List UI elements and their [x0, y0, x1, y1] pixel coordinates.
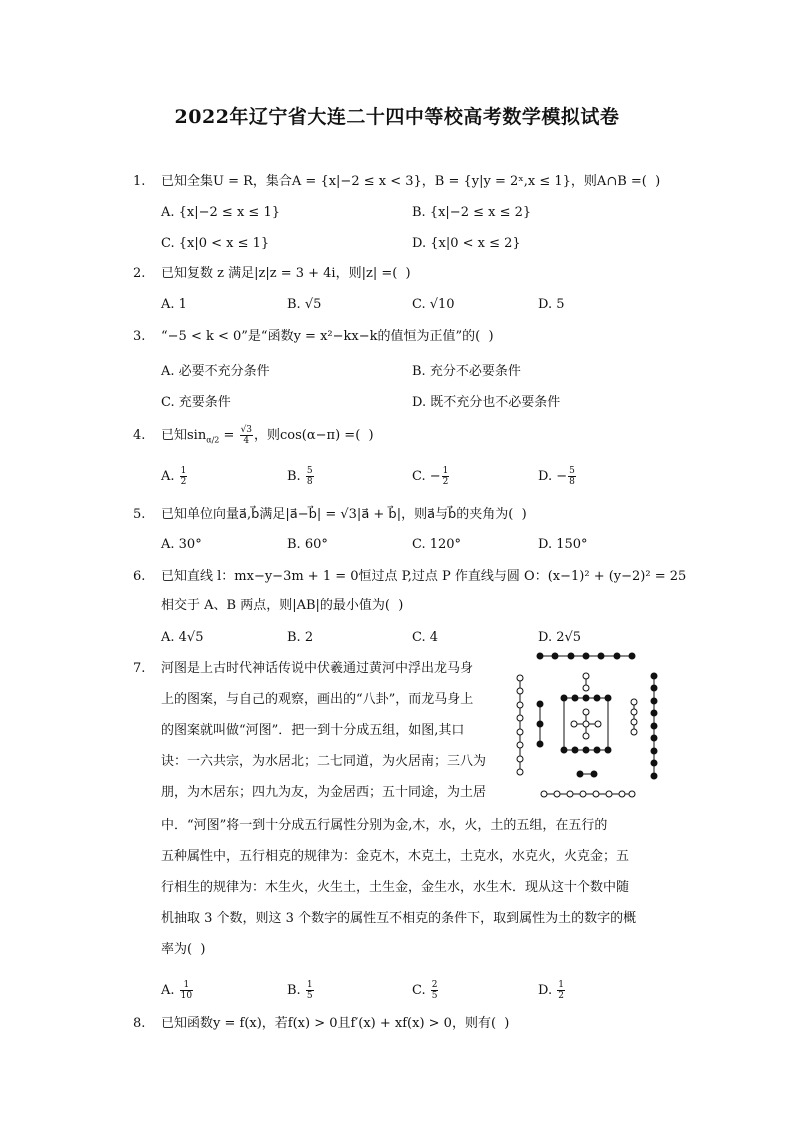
option-c: C. − $\frac{1}{2}$: [412, 466, 449, 487]
option-d: D. 既不充分也不必要条件: [412, 395, 561, 410]
question-number: 6.: [133, 569, 146, 584]
option-a: A. {x|−2 ≤ x ≤ 1}: [161, 205, 280, 220]
option-b: B. $\frac{5}{8}$: [287, 466, 313, 487]
question-number: 3.: [133, 329, 146, 344]
option-c: C. 4: [412, 630, 439, 645]
option-c: C. {x|0 < x ≤ 1}: [161, 236, 270, 251]
question-text: “−5 < k < 0”是“函数y = x²−kx−k的值恒为正值”的( ): [161, 329, 494, 344]
option-d: D. 150°: [538, 537, 588, 552]
question-number: 8.: [133, 1016, 146, 1031]
option-b: B. 60°: [287, 537, 328, 552]
page-title: 2022年辽宁省大连二十四中等校高考数学模拟试卷: [174, 106, 620, 128]
question-text-line: 朋，为木居东；四九为友，为金居西；五十同途，为土居: [161, 785, 487, 800]
question-text-line: 率为( ): [161, 942, 206, 957]
question-text-line: 机抽取 3 个数，则这 3 个数字的属性互不相克的条件下，取到属性为土的数字的概: [161, 911, 637, 926]
question-text-line: 诀：一六共宗，为水居北；二七同道，为火居南；三八为: [161, 754, 487, 769]
option-a: A. 1: [161, 297, 187, 312]
option-b: B. $\frac{1}{5}$: [287, 980, 313, 1001]
option-a: A. $\frac{1}{2}$: [161, 466, 187, 487]
option-c: C. √10: [412, 297, 455, 312]
option-b: B. 2: [287, 630, 314, 645]
option-d: D. − $\frac{5}{8}$: [538, 466, 575, 487]
option-b: B. 充分不必要条件: [412, 364, 521, 379]
option-d: D. 2√5: [538, 630, 582, 645]
option-b: B. {x|−2 ≤ x ≤ 2}: [412, 205, 532, 220]
option-c: C. 120°: [412, 537, 462, 552]
question-text: 已知$\sin_{\alpha/2}$ = $\frac{√3}{4}$ ，则cos(α−π) =( ): [161, 425, 374, 446]
question-text: 已知直线 l：mx−y−3m + 1 = 0恒过点 P,过点 P 作直线与圆 O：(x−1)² + (y−2)² = 25: [161, 569, 687, 584]
question-text-line: 相交于 A、B 两点，则|AB|的最小值为( ): [161, 598, 404, 613]
option-c: C. 充要条件: [161, 395, 231, 410]
question-text: 已知单位向量a⃗,b⃗满足|a⃗−b⃗| = √3|a⃗ + b⃗|，则a⃗与b⃗的夹角为( ): [161, 507, 527, 522]
question-number: 4.: [133, 428, 146, 443]
option-a: A. 4√5: [161, 630, 204, 645]
question-number: 1.: [133, 174, 146, 189]
option-b: B. √5: [287, 297, 322, 312]
question-text: 已知复数 z 满足|z|z = 3 + 4i，则|z| =( ): [161, 266, 411, 281]
option-d: D. 5: [538, 297, 565, 312]
option-c: C. $\frac{2}{5}$: [412, 980, 438, 1001]
question-text-line: 上的图案，与自己的观察，画出的“八卦”，而龙马身上: [161, 692, 474, 707]
hetu-diagram: [512, 648, 662, 808]
option-a: A. 30°: [161, 537, 202, 552]
question-number: 5.: [133, 507, 146, 522]
question-text-line: 行相生的规律为：木生火，火生土，土生金，金生水，水生木．现从这十个数中随: [161, 880, 630, 895]
option-a: A. $\frac{1}{10}$: [161, 980, 193, 1001]
question-text-line: 中．“河图”将一到十分成五行属性分别为金,木，水，火，土的五组，在五行的: [161, 818, 608, 833]
question-number: 7.: [133, 661, 146, 676]
question-number: 2.: [133, 266, 146, 281]
question-text-line: 的图案就叫做“河图”．把一到十分成五组，如图,其口: [161, 723, 465, 738]
option-d: D. $\frac{1}{2}$: [538, 980, 564, 1001]
question-text-line: 五种属性中，五行相克的规律为：金克木，木克土，土克水，水克火，火克金；五: [161, 849, 630, 864]
option-d: D. {x|0 < x ≤ 2}: [412, 236, 521, 251]
question-text: 已知全集U = R，集合A = {x|−2 ≤ x < 3}，B = {y|y = 2ˣ,x ≤ 1}，则A∩B =( ): [161, 174, 661, 189]
question-text-line: 河图是上古时代神话传说中伏羲通过黄河中浮出龙马身: [161, 661, 474, 676]
question-text: 已知函数y = f(x)，若f(x) > 0且f′(x) + xf(x) > 0，则有( ): [161, 1016, 510, 1031]
option-a: A. 必要不充分条件: [161, 364, 270, 379]
